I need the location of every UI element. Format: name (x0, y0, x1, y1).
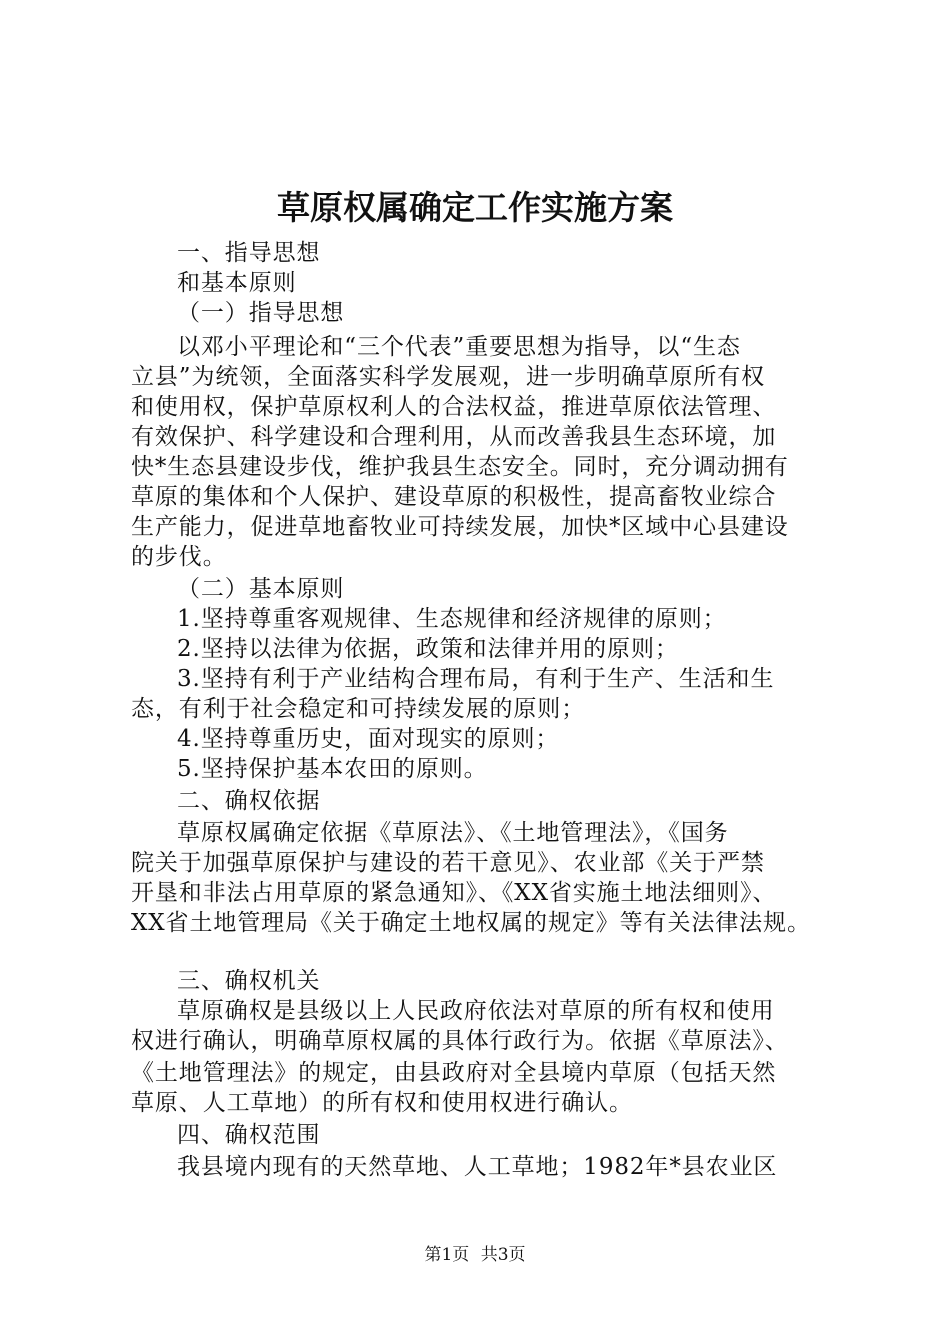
paragraph-line: 立县”为统领，全面落实科学发展观，进一步明确草原所有权 (131, 364, 766, 390)
subheading-1: （一）指导思想 (177, 300, 345, 326)
heading-2: 二、确权依据 (177, 788, 321, 814)
paragraph-line: 权进行确认，明确草原权属的具体行政行为。依据《草原法》、 (131, 1028, 789, 1054)
paragraph-line: 我县境内现有的天然草地、人工草地；1982年*县农业区 (177, 1154, 778, 1180)
paragraph-line: 《土地管理法》的规定，由县政府对全县境内草原（包括天然 (131, 1060, 777, 1086)
principle-item-cont: 态，有利于社会稳定和可持续发展的原则； (131, 696, 586, 722)
paragraph-line: 草原确权是县级以上人民政府依法对草原的所有权和使用 (177, 998, 775, 1024)
principle-item: 3.坚持有利于产业结构合理布局，有利于生产、生活和生 (177, 666, 775, 692)
paragraph-line: 草原的集体和个人保护、建设草原的积极性，提高畜牧业综合 (131, 484, 777, 510)
principle-item: 5.坚持保护基本农田的原则。 (177, 756, 488, 782)
heading-1-cont: 和基本原则 (177, 270, 297, 296)
page-footer (0, 1244, 950, 1266)
document-title: 草原权属确定工作实施方案 (277, 188, 673, 227)
paragraph-line: 和使用权，保护草原权利人的合法权益，推进草原依法管理、 (131, 394, 777, 420)
paragraph-line: XX省土地管理局《关于确定土地权属的规定》等有关法律法规。 (131, 910, 811, 936)
paragraph-line: 生产能力，促进草地畜牧业可持续发展，加快*区域中心县建设 (131, 514, 789, 540)
paragraph-line: 以邓小平理论和“三个代表”重要思想为指导，以“生态 (177, 334, 741, 360)
heading-3: 三、确权机关 (177, 968, 321, 994)
page-number: 第1页 (424, 1245, 470, 1265)
page-total: 共3页 (480, 1245, 526, 1265)
principle-item: 2.坚持以法律为依据，政策和法律并用的原则； (177, 636, 679, 662)
paragraph-line: 的步伐。 (131, 544, 227, 570)
paragraph-line: 院关于加强草原保护与建设的若干意见》、农业部《关于严禁 (131, 850, 765, 876)
subheading-2: （二）基本原则 (177, 576, 345, 602)
paragraph-line: 草原、人工草地）的所有权和使用权进行确认。 (131, 1090, 633, 1116)
paragraph-line: 草原权属确定依据《草原法》、《土地管理法》，《国务 (177, 820, 729, 846)
paragraph-line: 快*生态县建设步伐，维护我县生态安全。同时，充分调动拥有 (131, 454, 789, 480)
principle-item: 4.坚持尊重历史，面对现实的原则； (177, 726, 560, 752)
paragraph-line: 开垦和非法占用草原的紧急通知》、《XX省实施土地法细则》、 (131, 880, 777, 906)
paragraph-line: 有效保护、科学建设和合理利用，从而改善我县生态环境，加 (131, 424, 777, 450)
principle-item: 1.坚持尊重客观规律、生态规律和经济规律的原则； (177, 606, 727, 632)
heading-4: 四、确权范围 (177, 1122, 321, 1148)
heading-1: 一、指导思想 (177, 240, 321, 266)
